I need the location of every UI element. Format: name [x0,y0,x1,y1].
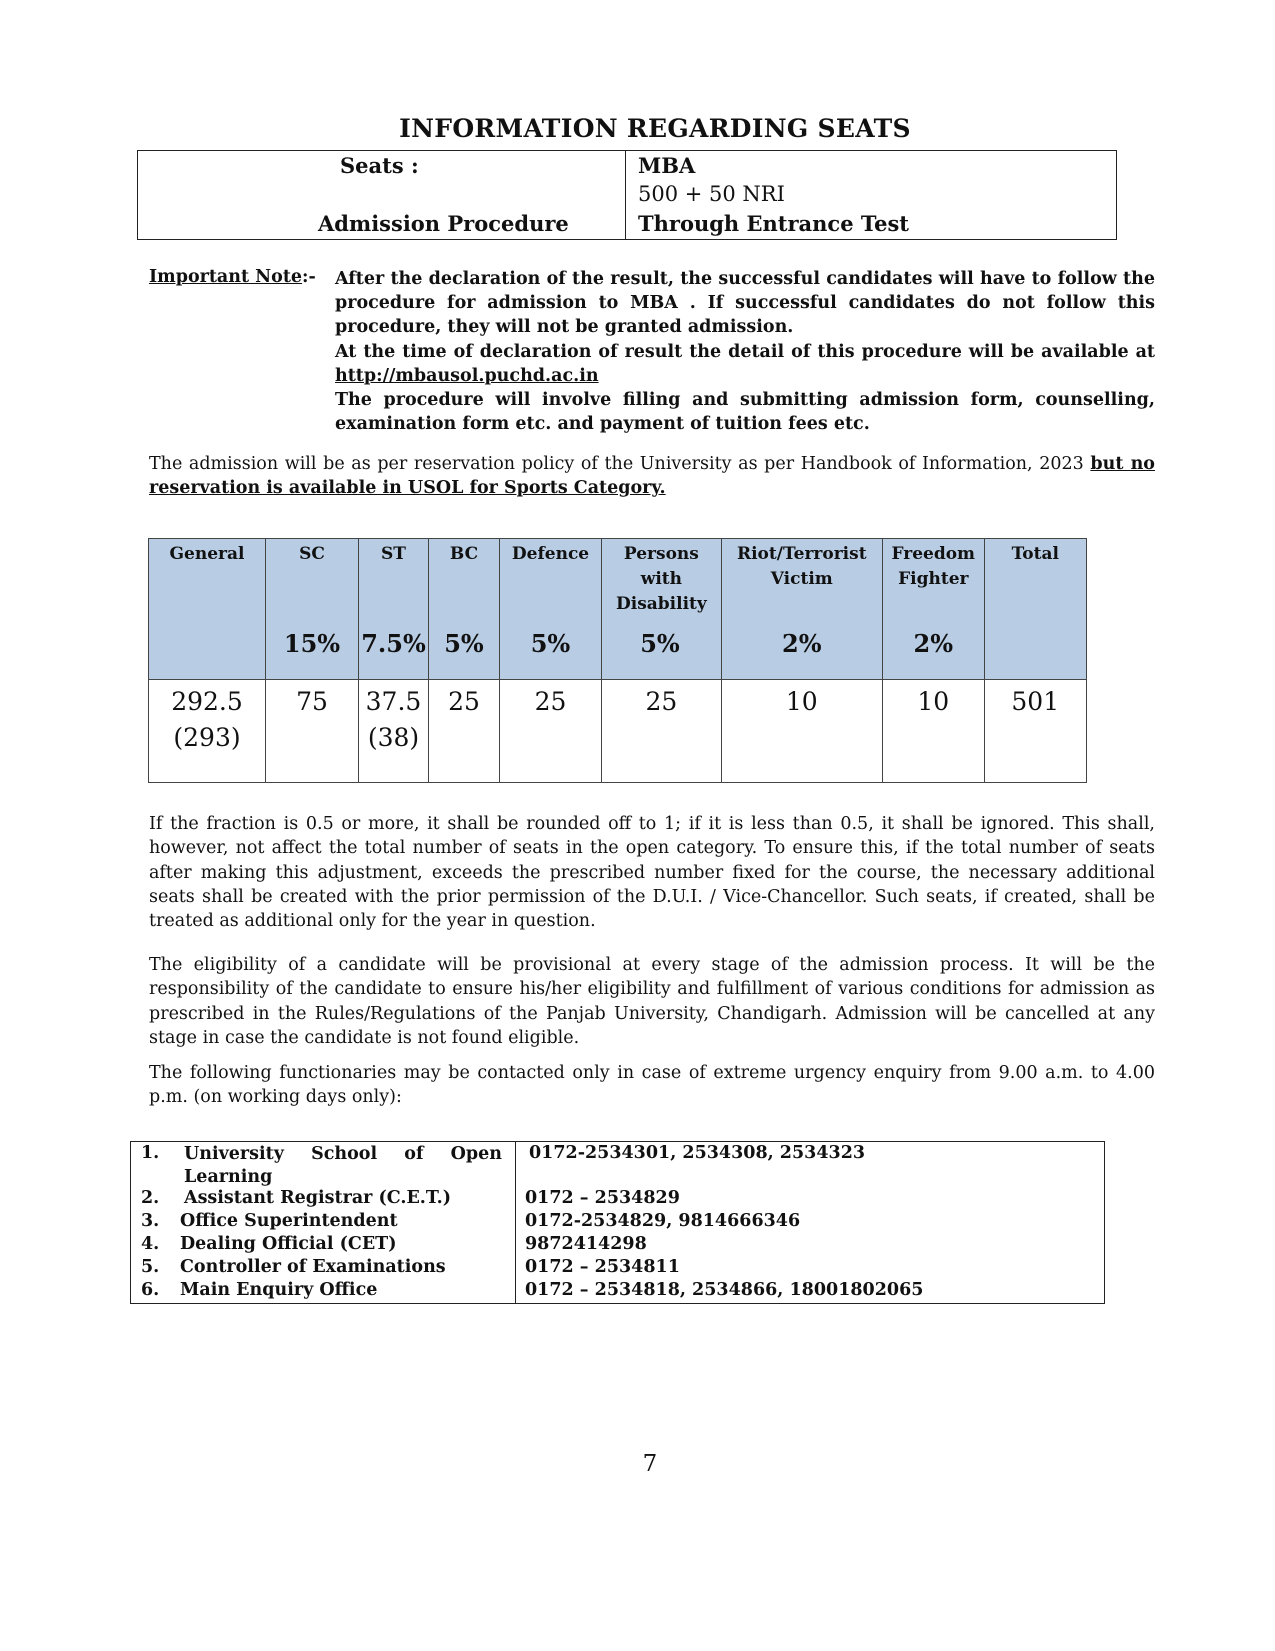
header-cell [266,539,359,680]
header-cell [429,539,500,680]
contact-num: 4. [141,1234,160,1254]
header-st: ST [381,544,406,564]
contact-name: Dealing Official (CET) [180,1234,397,1254]
contact-num: 6. [141,1280,160,1300]
contact-num: 2. [141,1188,160,1208]
contact-name: Controller of Examinations [180,1257,446,1277]
header-cell [500,539,602,680]
reservation-header-row [149,539,1087,680]
contact-name-1-line2: Learning [184,1167,273,1187]
eligibility-paragraph [149,953,1155,1050]
contact-phone: 9872414298 [525,1234,647,1254]
seats-divider [625,150,626,240]
value-cell [882,680,984,783]
contact-name: Main Enquiry Office [180,1280,378,1300]
value-st: 37.5 [365,687,422,716]
header-total: Total [1011,544,1059,564]
contact-num: 5. [141,1257,160,1277]
contact-phone: 0172-2534829, 9814666346 [525,1211,801,1231]
important-note-label-text: Important Note [149,267,303,287]
header-bc-pct: 5% [444,629,484,658]
value-cell [429,680,500,783]
contact-num: 1. [141,1143,160,1163]
fraction-paragraph [149,812,1155,933]
header-cell [149,539,266,680]
value-riot: 10 [785,687,818,716]
value-cell [149,680,266,783]
value-sc: 75 [296,687,328,716]
contact-name: Office Superintendent [180,1211,398,1231]
reservation-paragraph [149,452,1155,501]
value-cell [984,680,1086,783]
reservation-table [148,538,1087,783]
important-note-label [149,267,316,287]
header-general: General [169,544,245,564]
header-defence: Defence [511,544,590,564]
reservation-bold: but no reservation is available in USOL for Sports Category. [149,454,1155,499]
value-pwd: 25 [645,687,678,716]
header-riot-pct: 2% [782,629,822,658]
contact-name-1-line1: University School of Open [184,1144,502,1164]
value-defence: 25 [534,687,567,716]
header-sc-pct: 15% [283,629,341,658]
value-cell [721,680,882,783]
header-freedom-pct: 2% [913,629,954,658]
seats-label: Seats : [340,153,419,178]
header-riot: Riot/Terrorist Victim [736,544,867,589]
course-name: MBA [638,153,696,178]
header-cell [602,539,722,680]
value-general: 292.5 [171,687,243,716]
header-cell [882,539,984,680]
page-number: 7 [642,1451,658,1477]
header-bc: BC [449,544,479,564]
contact-text: The following functionaries may be contacted only in case of extreme urgency enquiry from 9.00 a.m. to 4.00 p.m. (on working days only): [149,1063,1155,1108]
header-cell [984,539,1086,680]
note-line-3: The procedure will involve filling and submitting admission form, counselling, examination form etc. and payment of tuition fees etc. [335,390,1155,435]
contact-num: 3. [141,1211,160,1231]
value-bc: 25 [448,687,480,716]
value-cell [266,680,359,783]
contact-phone: 0172 – 2534811 [525,1257,680,1277]
reservation-values-row [149,680,1087,783]
value-total: 501 [1011,687,1060,716]
note-line-2-text: At the time of declaration of result the detail of this procedure will be available at [335,341,1155,362]
contact-paragraph [149,1061,1155,1110]
note-line-2 [335,340,1155,388]
contact-name-1a [184,1143,502,1189]
header-cell [359,539,429,680]
admission-procedure-label: Admission Procedure [318,211,569,236]
value-general-sub: (293) [173,723,241,752]
reservation-text: The admission will be as per reservation policy of the University as per Handbook of Information, 2023 [149,454,1084,474]
value-cell [500,680,602,783]
header-sc: SC [299,544,325,564]
header-st-pct: 7.5% [361,629,426,658]
header-pwd: Persons with Disability [616,544,707,614]
page-title: INFORMATION REGARDING SEATS [399,114,911,143]
value-freedom: 10 [917,687,950,716]
note-line-1: After the declaration of the result, the successful candidates will have to follow the procedure for admission to MBA . If successful candidates do not follow this procedure, they will not be granted admission. [335,269,1155,338]
contact-phone: 0172-2534301, 2534308, 2534323 [529,1143,866,1163]
header-defence-pct: 5% [530,629,571,658]
fraction-text: If the fraction is 0.5 or more, it shall be rounded off to 1; if it is less than 0.5, it shall be ignored. This shall, however, not affect the total number of seats in the open category. To ensure this, if the total number of seats after making this adjustment, exceeds the prescribed number fixed for the course, the necessary additional seats shall be created with the prior permission of the D.U.I. / Vice-Chancellor. Such seats, if created, shall be treated as additional only for the year in question. [149,814,1155,932]
seat-count: 500 + 50 NRI [638,182,785,206]
important-note-label-suffix: :- [302,267,316,287]
value-cell [359,680,429,783]
contact-name: Assistant Registrar (C.E.T.) [184,1188,452,1208]
contact-phone: 0172 – 2534829 [525,1188,680,1208]
seats-box [137,150,1117,240]
admission-link[interactable]: http://mbausol.puchd.ac.in [335,365,599,386]
admission-procedure-value: Through Entrance Test [638,211,909,236]
contact-phone: 0172 – 2534818, 2534866, 18001802065 [525,1280,924,1300]
important-note-body [335,267,1155,436]
eligibility-text: The eligibility of a candidate will be provisional at every stage of the admission process. It will be the responsibility of the candidate to ensure his/her eligibility and fulfillment of various conditions for admission as prescribed in the Rules/Regulations of the Panjab University, Chandigarh. Admission will be cancelled at any stage in case the candidate is not found eligible. [149,955,1155,1048]
contacts-divider [515,1141,516,1304]
header-freedom: Freedom Fighter [891,544,976,589]
value-cell [602,680,722,783]
header-pwd-pct: 5% [640,629,680,658]
value-st-sub: (38) [367,723,420,752]
header-cell [721,539,882,680]
